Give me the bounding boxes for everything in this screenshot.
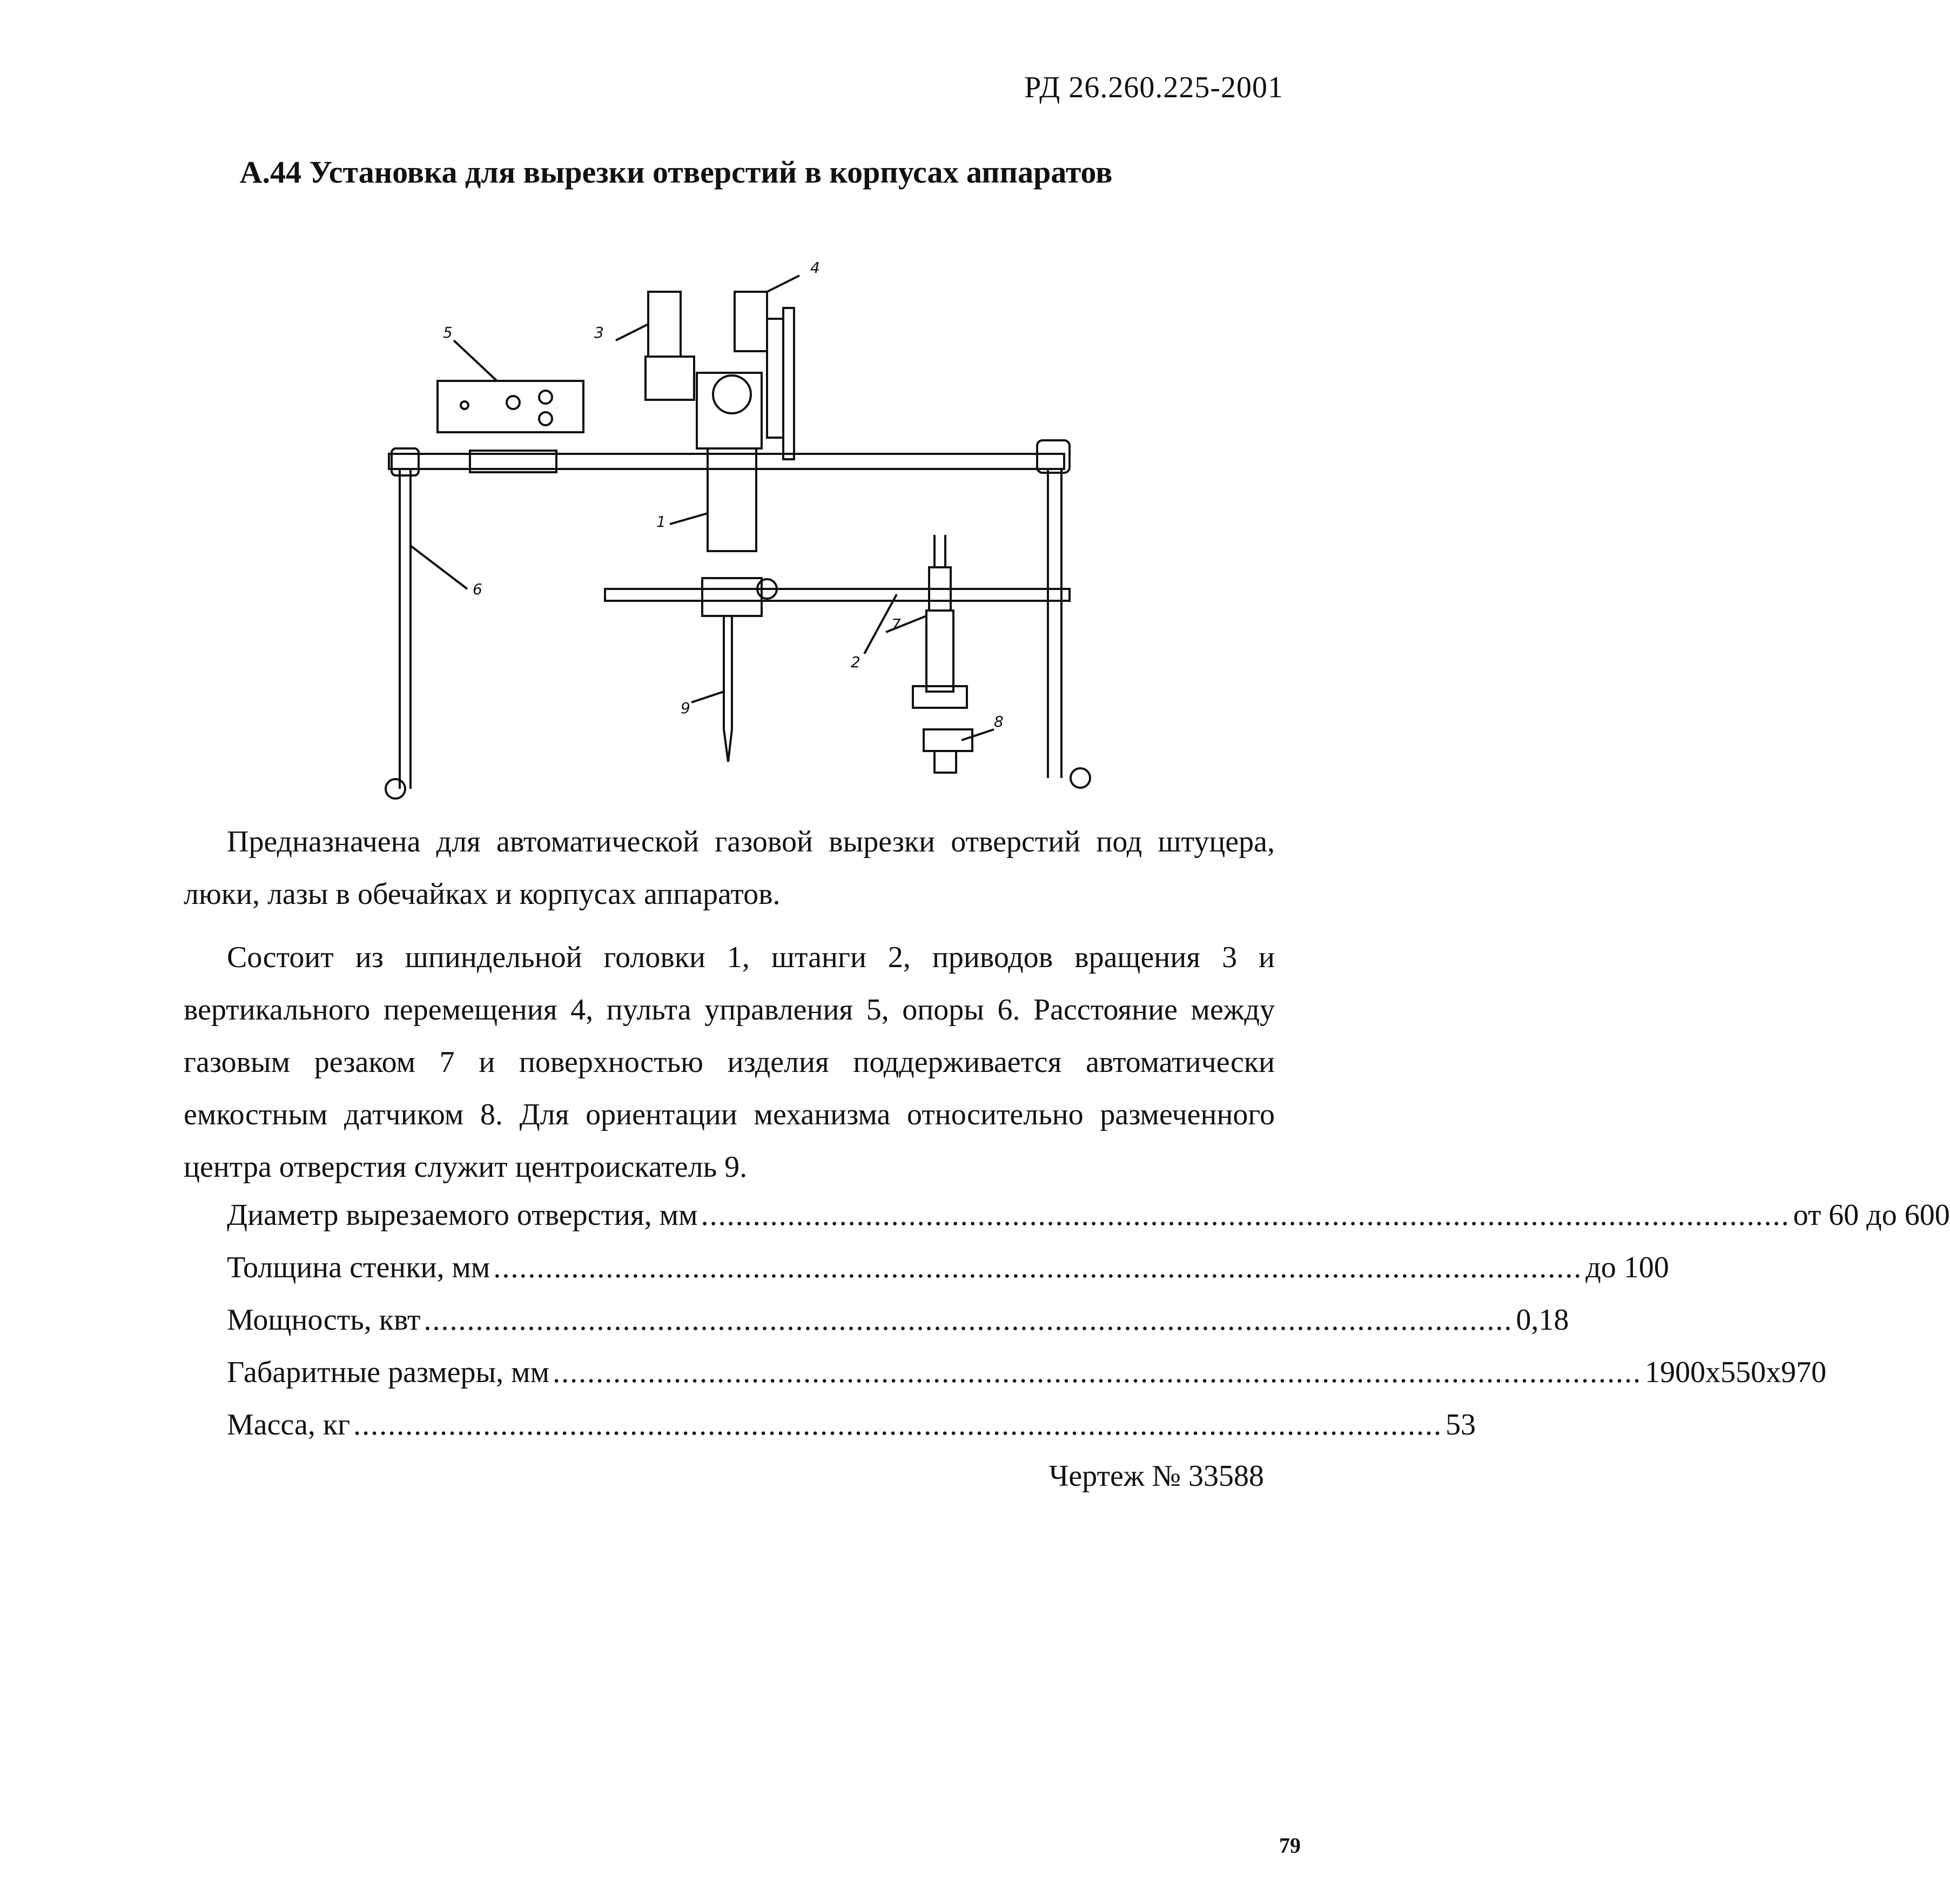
spec-value: 1900x550x970: [1645, 1355, 1827, 1389]
callout-1: 1: [656, 513, 666, 531]
specifications-list: [227, 1189, 1950, 1451]
spec-label: Толщина стенки, мм: [227, 1250, 490, 1284]
callout-3: 3: [594, 324, 604, 341]
callout-6: 6: [473, 580, 482, 598]
spec-label: Мощность, квт: [227, 1303, 421, 1337]
spec-row: [227, 1189, 1950, 1241]
spec-label: Диаметр вырезаемого отверстия, мм: [227, 1198, 698, 1232]
callout-8: 8: [994, 713, 1004, 730]
leader-dots: ..............................................................................................................................: [553, 1355, 1642, 1389]
spec-value: 0,18: [1516, 1303, 1569, 1337]
technical-drawing: [357, 243, 1113, 821]
spec-row: [227, 1241, 1669, 1293]
leader-dots: ..............................................................................................................................: [353, 1407, 1443, 1442]
callout-9: 9: [681, 699, 690, 717]
callout-2: 2: [851, 653, 860, 671]
spec-row: [227, 1346, 1827, 1398]
paragraph-composition: Состоит из шпиндельной головки 1, штанги 2, приводов вращения 3 и вертикального перемещения 4, пульта управления 5, опоры 6. Расстояние между газовым резаком 7 и поверхностью изделия поддерживается автоматически емкостным датчиком 8. Для ориентации механизма относительно размеченного центра отверстия служит центроискатель 9.: [184, 941, 1275, 1184]
leader-dots: ..............................................................................................................................: [423, 1303, 1513, 1337]
spec-value: 53: [1445, 1407, 1476, 1442]
callout-7: 7: [891, 615, 901, 633]
page-number: 79: [1279, 1833, 1301, 1858]
drawing-reference: Чертеж № 33588: [1049, 1459, 1264, 1493]
callout-5: 5: [443, 324, 453, 341]
spec-row: [227, 1293, 1569, 1346]
spec-value: от 60 до 600: [1793, 1198, 1950, 1232]
document-code: РД 26.260.225-2001: [1024, 71, 1283, 104]
body-text: [184, 816, 1275, 1194]
spec-label: Масса, кг: [227, 1407, 351, 1442]
spec-label: Габаритные размеры, мм: [227, 1355, 550, 1389]
leader-dots: ..............................................................................................................................: [701, 1198, 1790, 1232]
callout-4: 4: [810, 259, 820, 277]
leader-dots: ..............................................................................................................................: [493, 1250, 1583, 1284]
spec-value: до 100: [1585, 1250, 1669, 1284]
spec-row: [227, 1398, 1476, 1451]
paragraph-purpose: Предназначена для автоматической газовой вырезки отверстий под штуцера, люки, лазы в обечайках и корпусах аппаратов.: [184, 825, 1275, 911]
section-title: А.44 Установка для вырезки отверстий в корпусах аппаратов: [239, 155, 1113, 190]
